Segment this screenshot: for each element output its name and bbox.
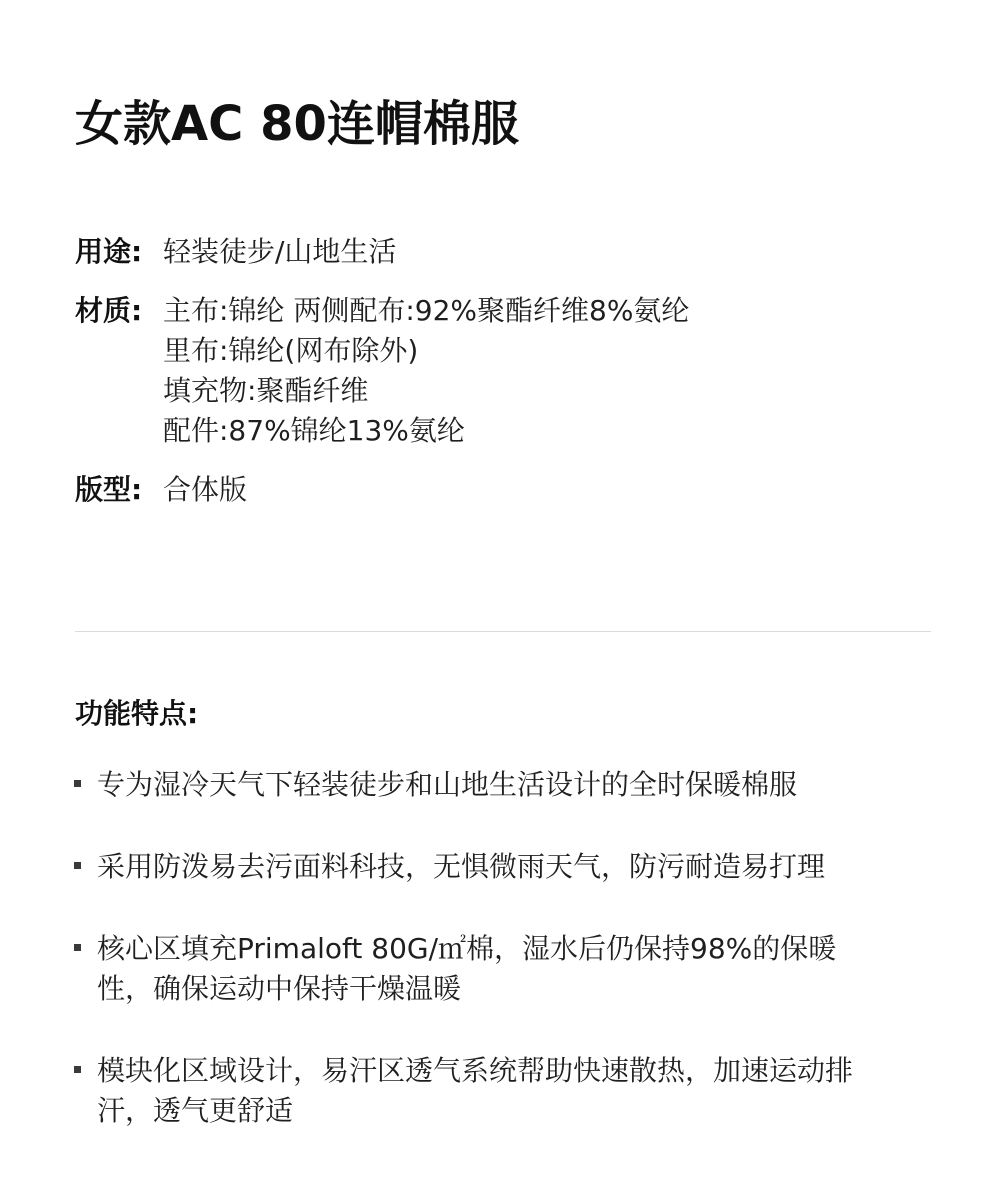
spec-row-fit: [75, 470, 775, 510]
square-bullet-icon: [74, 944, 81, 951]
square-bullet-icon: [74, 780, 81, 787]
spec-row-usage: [75, 232, 775, 272]
spec-label-material: 材质:: [75, 294, 143, 327]
spec-table: [75, 232, 775, 529]
spec-label-usage: 用途:: [75, 235, 143, 268]
spec-value-fit: 合体版: [163, 473, 248, 506]
feature-text: 采用防泼易去污面料科技，无惧微雨天气，防污耐造易打理: [97, 850, 826, 883]
spec-values-fit: [163, 470, 703, 510]
feature-item: [72, 929, 872, 1009]
feature-item: [72, 1051, 872, 1131]
square-bullet-icon: [74, 862, 81, 869]
product-title: 女款AC 80连帽棉服: [75, 96, 519, 152]
features-heading: 功能特点:: [75, 697, 199, 730]
square-bullet-icon: [74, 1066, 81, 1073]
spec-row-material: [75, 291, 775, 451]
section-divider: [75, 631, 931, 632]
feature-text: 专为湿冷天气下轻装徒步和山地生活设计的全时保暖棉服: [97, 768, 798, 801]
spec-value-usage: 轻装徒步/山地生活: [163, 235, 397, 268]
feature-list: [72, 765, 872, 1173]
spec-values-usage: [163, 232, 703, 272]
spec-value-lining: 里布:锦纶(网布除外): [163, 334, 419, 367]
feature-text: 核心区填充Primaloft 80G/㎡棉，湿水后仍保持98%的保暖性，确保运动中保持干燥温暖: [97, 932, 837, 1005]
feature-text: 模块化区域设计，易汗区透气系统帮助快速散热，加速运动排汗，透气更舒适: [97, 1054, 854, 1127]
feature-item: [72, 847, 872, 887]
spec-value-filling: 填充物:聚酯纤维: [163, 374, 369, 407]
spec-value-accessories: 配件:87%锦纶13%氨纶: [163, 414, 465, 447]
feature-item: [72, 765, 872, 805]
spec-values-material: [163, 291, 703, 451]
spec-label-fit: 版型:: [75, 473, 143, 506]
spec-value-main-fabric: 主布:锦纶 两侧配布:92%聚酯纤维8%氨纶: [163, 294, 690, 327]
